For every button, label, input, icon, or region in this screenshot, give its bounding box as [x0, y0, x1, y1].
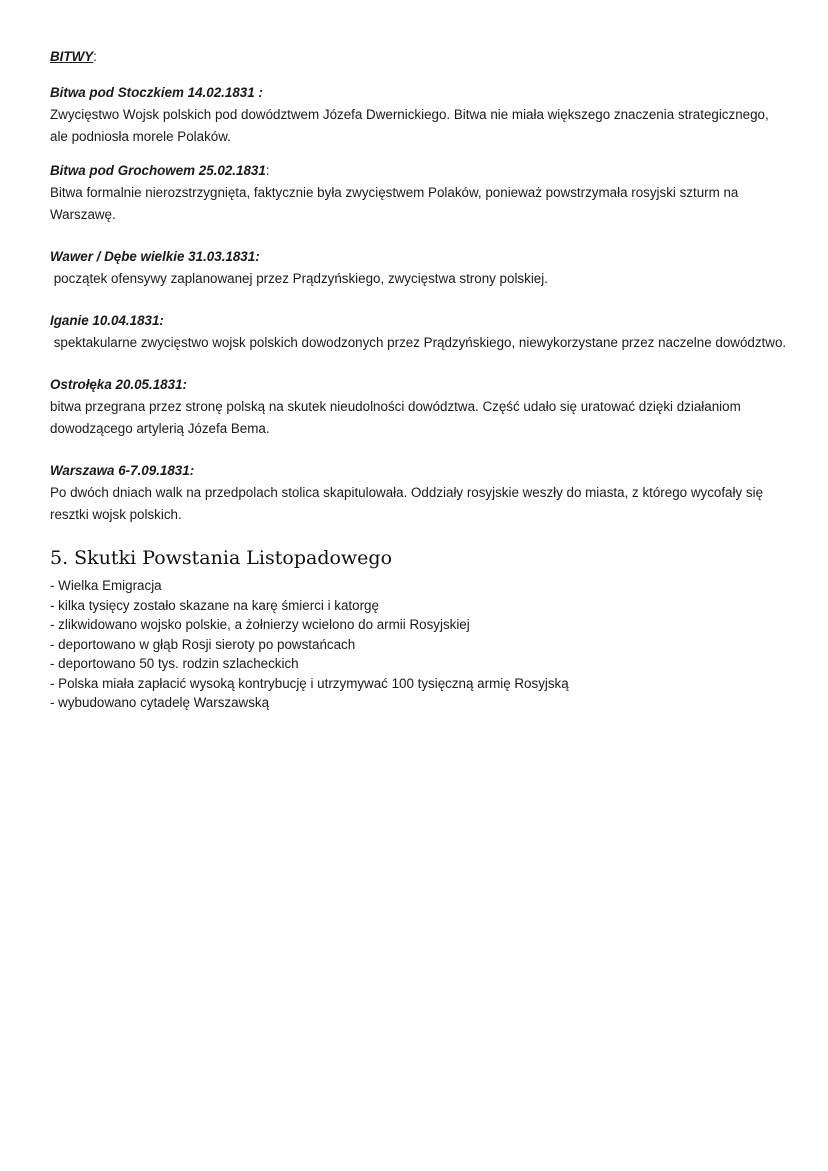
battle-description: Zwycięstwo Wojsk polskich pod dowództwem Józefa Dwernickiego. Bitwa nie miała większego znaczenia strategicznego, ale podniosła morele Polaków. [50, 107, 769, 144]
battle-entry [50, 82, 790, 148]
effects-list-item: - Polska miała zapłacić wysoką kontrybucję i utrzymywać 100 tysięczną armię Rosyjską [50, 675, 569, 691]
battles-heading-label: BITWY [50, 49, 94, 64]
document-page [50, 46, 790, 713]
battle-entry [50, 246, 790, 290]
effects-list-item: - Wielka Emigracja [50, 578, 162, 593]
battle-description: Po dwóch dniach walk na przedpolach stolica skapitulowała. Oddziały rosyjskie weszły do miasta, z którego wycofały się resztki wojsk polskich. [50, 485, 764, 522]
effects-list-item: - wybudowano cytadelę Warszawską [50, 695, 270, 710]
battle-description: bitwa przegrana przez stronę polską na skutek nieudolności dowództwa. Część udało się uratować dzięki działaniom dowodzącego artylerią Józefa Bema. [50, 399, 741, 436]
battle-title: Bitwa pod Stoczkiem 14.02.1831 : [50, 85, 263, 100]
battle-entry [50, 160, 790, 226]
battle-entry [50, 374, 790, 440]
battle-description: spektakularne zwycięstwo wojsk polskich dowodzonych przez Prądzyńskiego, niewykorzystane przez naczelne dowództwo. [50, 335, 787, 350]
battle-title: Ostrołęka 20.05.1831: [50, 377, 187, 392]
effects-list-item: - kilka tysięcy zostało skazane na karę śmierci i katorgę [50, 597, 379, 613]
battle-title: Bitwa pod Grochowem 25.02.1831 [50, 163, 266, 178]
effects-list-item: - deportowano 50 tys. rodzin szlacheckich [50, 656, 299, 671]
battle-description: Bitwa formalnie nierozstrzygnięta, faktycznie była zwycięstwem Polaków, ponieważ powstrzymała rosyjski szturm na Warszawę. [50, 185, 739, 222]
battles-heading-suffix: : [93, 49, 97, 64]
battle-title: Iganie 10.04.1831: [50, 313, 164, 328]
battles-heading [50, 46, 790, 68]
effects-list-item: - zlikwidowano wojsko polskie, a żołnierzy wcielono do armii Rosyjskiej [50, 617, 470, 632]
battle-entry [50, 460, 790, 526]
effects-section-title: 5. Skutki Powstania Listopadowego [50, 547, 393, 569]
effects-list-item: - deportowano w głąb Rosji sieroty po powstańcach [50, 636, 356, 652]
battle-title: Wawer / Dębe wielkie 31.03.1831: [50, 249, 260, 264]
battle-entry [50, 310, 790, 354]
battle-description: początek ofensywy zaplanowanej przez Prądzyńskiego, zwycięstwa strony polskiej. [50, 271, 548, 286]
battle-title-suffix: : [265, 163, 270, 178]
battle-title: Warszawa 6-7.09.1831: [50, 463, 195, 478]
effects-list [50, 576, 790, 713]
